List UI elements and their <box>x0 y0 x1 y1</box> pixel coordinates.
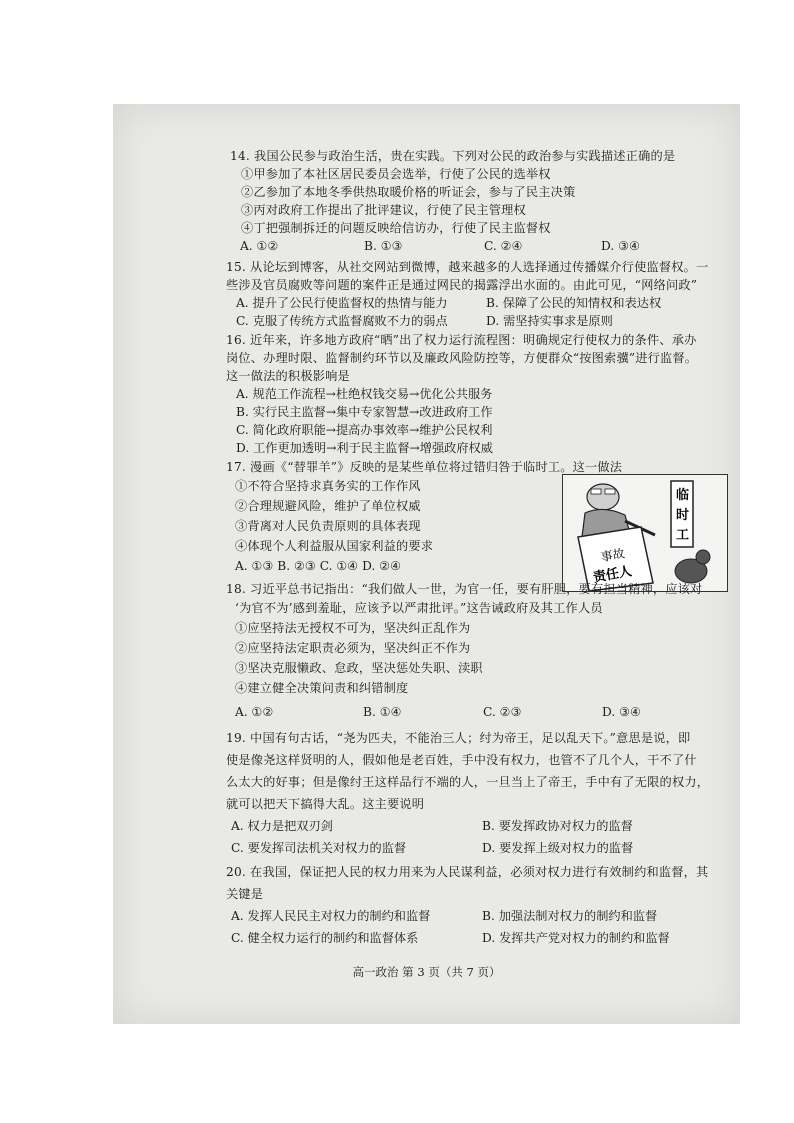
cartoon-tag-char-1: 临 <box>676 488 690 503</box>
q19-option-c: C. 要发挥司法机关对权力的监督 <box>231 841 407 855</box>
q16-option-d: D. 工作更加透明→利于民主监督→增强政府权威 <box>236 441 493 455</box>
q18-option-c: C. ②③ <box>483 705 522 719</box>
q19-stem-line-1: 19. 中国有句古话，“尧为匹夫，不能治三人；纣为帝王，足以乱天下。”意思是说，即 <box>226 731 691 745</box>
cartoon-tag-char-2: 时 <box>676 508 690 523</box>
q16-option-a: A. 规范工作流程→杜绝权钱交易→优化公共服务 <box>236 387 493 401</box>
q15-stem-line-1: 15. 从论坛到博客，从社交网站到微博，越来越多的人选择通过传播媒介行使监督权。一 <box>226 260 709 274</box>
q14-option-c: C. ②④ <box>484 239 523 253</box>
q15-option-d: D. 需坚持实事求是原则 <box>486 314 613 328</box>
cartoon-tag-char-3: 工 <box>676 528 690 543</box>
q17-item-1: ①不符合坚持求真务实的工作作风 <box>235 479 421 493</box>
q16-stem-line-3: 这一做法的积极影响是 <box>226 369 350 383</box>
q15-option-b: B. 保障了公民的知情权和表达权 <box>486 296 662 310</box>
q16-stem-line-1: 16. 近年来，许多地方政府“晒”出了权力运行流程图：明确规定行使权力的条件、承办 <box>226 333 697 347</box>
q18-item-3: ③坚决克服懒政、怠政，坚决惩处失职、渎职 <box>235 661 483 675</box>
q20-option-a: A. 发挥人民民主对权力的制约和监督 <box>231 909 431 923</box>
q18-item-4: ④建立健全决策问责和纠错制度 <box>235 681 409 695</box>
q14-option-d: D. ③④ <box>601 239 640 253</box>
q19-stem-line-2: 使是像尧这样贤明的人，假如他是老百姓，手中没有权力，也管不了几个人，干不了什 <box>226 753 697 767</box>
q14-option-a: A. ①② <box>240 239 279 253</box>
q16-option-b: B. 实行民主监督→集中专家智慧→改进政府工作 <box>236 405 493 419</box>
q15-option-a: A. 提升了公民行使监督权的热情与能力 <box>236 296 448 310</box>
q18-option-a: A. ①② <box>235 705 274 719</box>
q18-item-2: ②应坚持法定职责必须为，坚决纠正不作为 <box>235 641 471 655</box>
q17-item-3: ③背离对人民负责原则的具体表现 <box>235 519 421 533</box>
q18-option-d: D. ③④ <box>602 705 641 719</box>
q20-stem-line-1: 20. 在我国，保证把人民的权力用来为人民谋利益，必须对权力进行有效制约和监督，其 <box>226 865 709 879</box>
q19-stem-line-4: 就可以把天下搞得大乱。这主要说明 <box>226 797 425 811</box>
q15-option-c: C. 克服了传统方式监督腐败不力的弱点 <box>236 314 448 328</box>
cartoon-sign-text-1: 事故 <box>599 546 626 565</box>
q19-stem-line-3: 么太大的好事；但是像纣王这样品行不端的人，一旦当上了帝王，手中有了无限的权力， <box>226 775 710 789</box>
cartoon-sign-text-2: 责任人 <box>592 564 634 586</box>
q14-item-4: ④丁把强制拆迁的问题反映给信访办，行使了民主监督权 <box>241 221 551 235</box>
q19-option-a: A. 权力是把双刃剑 <box>231 819 333 833</box>
q14-stem: 14. 我国公民参与政治生活，贵在实践。下列对公民的政治参与实践描述正确的是 <box>230 149 676 163</box>
q18-stem-line-2: ‘为官不为’感到羞耻，应该予以严肃批评。”这告诫政府及其工作人员 <box>235 601 603 615</box>
q20-option-d: D. 发挥共产党对权力的制约和监督 <box>482 931 670 945</box>
q14-item-3: ③丙对政府工作提出了批评建议，行使了民主管理权 <box>241 203 526 217</box>
q16-stem-line-2: 岗位、办理时限、监督制约环节以及廉政风险防控等，方便群众“按图索骥”进行监督。 <box>226 351 698 365</box>
exam-page <box>113 104 740 1024</box>
q15-stem-line-2: 些涉及官员腐败等问题的案件正是通过网民的揭露浮出水面的。由此可见，“网络问政” <box>226 278 698 292</box>
q16-option-c: C. 简化政府职能→提高办事效率→维护公民权利 <box>236 423 493 437</box>
q19-option-d: D. 要发挥上级对权力的监督 <box>482 841 634 855</box>
q18-item-1: ①应坚持法无授权不可为，坚决纠正乱作为 <box>235 621 471 635</box>
q17-item-4: ④体现个人利益服从国家利益的要求 <box>235 539 434 553</box>
q17-item-2: ②合理规避风险，维护了单位权威 <box>235 499 421 513</box>
q20-option-b: B. 加强法制对权力的制约和监督 <box>482 909 658 923</box>
q18-stem-line-1: 18. 习近平总书记指出：“我们做人一世，为官一任，要有肝胆，要有担当精神，应该对 <box>226 582 703 596</box>
q20-option-c: C. 健全权力运行的制约和监督体系 <box>231 931 419 945</box>
scapegoat-cartoon <box>562 474 728 592</box>
q17-stem: 17. 漫画《“替罪羊”》反映的是某些单位将过错归咎于临时工。这一做法 <box>226 460 623 474</box>
q20-stem-line-2: 关键是 <box>226 887 264 901</box>
q17-options: A. ①③ B. ②③ C. ①④ D. ②④ <box>235 559 402 573</box>
q19-option-b: B. 要发挥政协对权力的监督 <box>482 819 633 833</box>
scapegoat-cartoon-drawing <box>563 475 727 591</box>
q14-item-1: ①甲参加了本社区居民委员会选举，行使了公民的选举权 <box>241 167 551 181</box>
page-footer: 高一政治 第 3 页（共 7 页） <box>352 965 501 979</box>
q14-item-2: ②乙参加了本地冬季供热取暖价格的听证会，参与了民主决策 <box>241 185 576 199</box>
q14-option-b: B. ①③ <box>364 239 403 253</box>
q18-option-b: B. ①④ <box>363 705 402 719</box>
